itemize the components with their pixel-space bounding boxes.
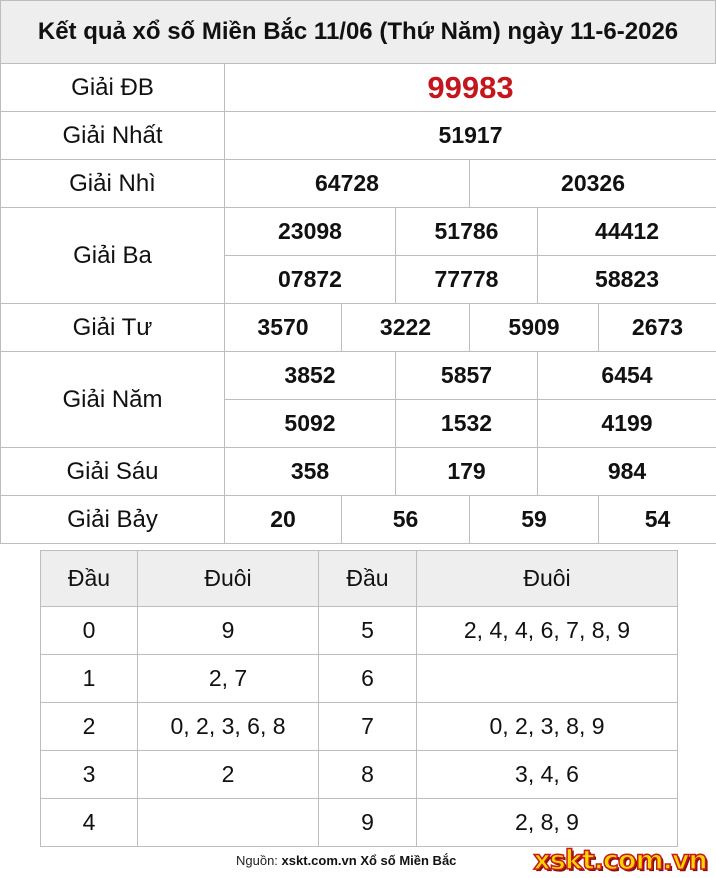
prize-number: 77778: [396, 256, 538, 304]
source-prefix: Nguồn:: [236, 853, 278, 868]
loto-dau: 8: [319, 751, 417, 799]
loto-dau: 0: [41, 607, 138, 655]
prize-number: 358: [225, 448, 396, 496]
prize-row-sixth: [1, 448, 716, 496]
prize-number: 179: [396, 448, 538, 496]
prize-number: 64728: [225, 160, 470, 208]
prize-label: Giải ĐB: [1, 64, 225, 112]
loto-table: [40, 550, 678, 847]
prize-number: 5857: [396, 352, 538, 400]
prize-number: 51917: [225, 112, 716, 160]
loto-duoi: 2, 4, 4, 6, 7, 8, 9: [417, 607, 678, 655]
prize-number: 59: [470, 496, 599, 544]
prize-number: 984: [538, 448, 716, 496]
loto-dau: 5: [319, 607, 417, 655]
loto-header-dau: Đầu: [319, 551, 417, 607]
loto-row: [41, 703, 678, 751]
prize-row-fourth: [1, 304, 716, 352]
loto-dau: 4: [41, 799, 138, 847]
loto-duoi: 2, 7: [138, 655, 319, 703]
page-title: Kết quả xổ số Miền Bắc 11/06 (Thứ Năm) ngày 11-6-2026: [0, 0, 716, 64]
prize-number: 20326: [470, 160, 716, 208]
loto-dau: 9: [319, 799, 417, 847]
prize-number: 3852: [225, 352, 396, 400]
loto-duoi: [138, 799, 319, 847]
prize-number: 6454: [538, 352, 716, 400]
prize-label: Giải Ba: [1, 208, 225, 304]
prize-number: 07872: [225, 256, 396, 304]
source-credit: [236, 853, 456, 868]
source-site-link[interactable]: xskt.com.vn: [281, 853, 357, 868]
loto-header-duoi: Đuôi: [138, 551, 319, 607]
loto-dau: 3: [41, 751, 138, 799]
loto-dau: 7: [319, 703, 417, 751]
prize-label: Giải Năm: [1, 352, 225, 448]
prize-number: 3570: [225, 304, 342, 352]
loto-duoi: 2, 8, 9: [417, 799, 678, 847]
prize-row-third: [1, 208, 716, 256]
prize-label: Giải Tư: [1, 304, 225, 352]
site-logo[interactable]: xskt.com.vn: [533, 844, 707, 876]
loto-row: [41, 799, 678, 847]
prize-number: 54: [599, 496, 716, 544]
prize-number: 1532: [396, 400, 538, 448]
prize-label: Giải Nhì: [1, 160, 225, 208]
prize-label: Giải Sáu: [1, 448, 225, 496]
prize-number: 56: [342, 496, 470, 544]
prize-row-fifth: [1, 352, 716, 400]
prize-row-first: [1, 112, 716, 160]
loto-duoi: 0, 2, 3, 6, 8: [138, 703, 319, 751]
prize-number: 3222: [342, 304, 470, 352]
prize-number: 2673: [599, 304, 716, 352]
prize-number: 44412: [538, 208, 716, 256]
loto-dau: 2: [41, 703, 138, 751]
loto-duoi: 0, 2, 3, 8, 9: [417, 703, 678, 751]
prize-row-seventh: [1, 496, 716, 544]
prize-number: 4199: [538, 400, 716, 448]
loto-row: [41, 751, 678, 799]
loto-row: [41, 655, 678, 703]
prize-number: 5092: [225, 400, 396, 448]
loto-dau: 1: [41, 655, 138, 703]
prize-number: 58823: [538, 256, 716, 304]
special-prize-number: 99983: [225, 64, 716, 112]
loto-duoi: 2: [138, 751, 319, 799]
loto-header-duoi: Đuôi: [417, 551, 678, 607]
loto-duoi: [417, 655, 678, 703]
prize-label: Giải Bảy: [1, 496, 225, 544]
results-table: [0, 63, 716, 544]
prize-number: 23098: [225, 208, 396, 256]
loto-header-dau: Đầu: [41, 551, 138, 607]
prize-number: 51786: [396, 208, 538, 256]
source-name: Xổ số Miền Bắc: [360, 853, 457, 868]
prize-number: 5909: [470, 304, 599, 352]
prize-label: Giải Nhất: [1, 112, 225, 160]
loto-duoi: 9: [138, 607, 319, 655]
loto-duoi: 3, 4, 6: [417, 751, 678, 799]
loto-dau: 6: [319, 655, 417, 703]
prize-number: 20: [225, 496, 342, 544]
loto-row: [41, 607, 678, 655]
prize-row-special: [1, 64, 716, 112]
loto-header-row: [41, 551, 678, 607]
prize-row-second: [1, 160, 716, 208]
